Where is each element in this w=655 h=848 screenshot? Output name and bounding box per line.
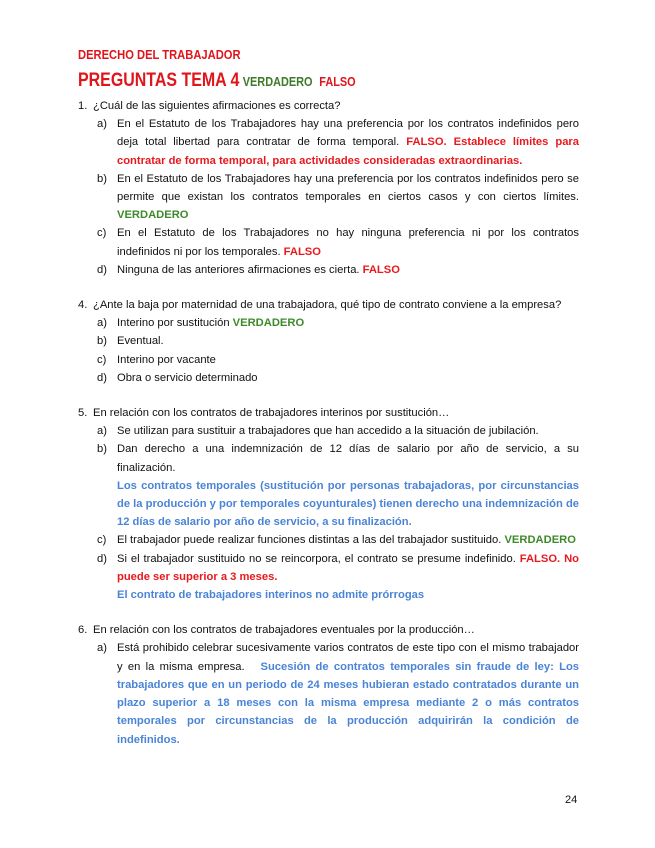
legend-false: FALSO [319,74,356,89]
option-5c: c) El trabajador puede realizar funciones distintas a las del trabajador sustituido. VERDADERO [97,534,576,547]
title-text: PREGUNTAS TEMA 4 [78,70,240,91]
option-5d: d) Si el trabajador sustituido no se reincorpora, el contrato se presume indefinido. FALSO. No puede ser superior a 3 meses. [97,552,579,583]
page-title [78,70,356,92]
verdict-false: FALSO. No puede ser superior a 3 meses. [117,552,579,583]
option-6a: a) Está prohibido celebrar sucesivamente varios contratos de este tipo con el mismo trabajador y en la misma empresa. Sucesión de contratos temporales sin fraude de ley: Los trabajadores que en un periodo de 24 meses hubieran estado contratados durante un plazo superior a 18 meses con la misma empresa mediante 2 o más contratos temporales por circunstancias de la producción adquirirán la condición de indefinidos. [97,642,579,746]
option-1a: a) En el Estatuto de los Trabajadores hay una preferencia por los contratos indefinidos pero deja total libertad para contratar de forma temporal. FALSO. Establece límites para contratar de forma temporal, para actividades consideradas extraordinarias. [97,118,579,167]
subject-heading: DERECHO DEL TRABAJADOR [78,47,241,62]
option-1c: c) En el Estatuto de los Trabajadores no hay ninguna preferencia ni por los contratos indefinidos ni por los temporales. FALSO [97,227,579,258]
verdict-false: FALSO [362,263,400,276]
explanation-note: El contrato de trabajadores interinos no admite prórrogas [117,589,425,602]
verdict-false: FALSO. Establece límites para contratar de forma temporal, para actividades consideradas extraordinarias. [117,136,579,167]
explanation-note: Los contratos temporales (sustitución por personas trabajadoras, por circunstancias de la producción y por temporales coyunturales) tienen derecho una indemnización de 12 días de salario por año de servicio, a su finalización. [117,479,579,529]
option-4a: a) Interino por sustitución VERDADERO [97,317,305,330]
verdict-true: VERDADERO [117,209,189,222]
question-1: 1. ¿Cuál de las siguientes afirmaciones es correcta? [78,100,341,112]
option-5a: a) Se utilizan para sustituir a trabajadores que han accedido a la situación de jubilación. [97,425,539,438]
option-5b: b) Dan derecho a una indemnización de 12 días de salario por año de servicio, a su finalización. [97,443,579,474]
option-4c: c) Interino por vacante [97,353,216,366]
option-4b: b) Eventual. [97,335,164,348]
question-5: 5. En relación con los contratos de trabajadores interinos por sustitución… [78,407,450,420]
option-1d: d) Ninguna de las anteriores afirmaciones es cierta. FALSO [97,263,400,276]
question-6: 6. En relación con los contratos de trabajadores eventuales por la producción… [78,624,475,637]
explanation-note: Sucesión de contratos temporales sin fraude de ley: Los trabajadores que en un periodo de 24 meses hubieran estado contratados durante un plazo superior a 18 meses con la misma empresa mediante 2 o más contratos temporales por circunstancias de la producción adquirirán la condición de indefinidos. [117,660,579,746]
questions-body [78,97,579,749]
verdict-true: VERDADERO [232,317,305,330]
verdict-false: FALSO [283,245,321,258]
option-1b: b) En el Estatuto de los Trabajadores hay una preferencia por los contratos indefinidos pero se permite que existan los contratos temporales en ciertos casos y con ciertos límites. VERDADERO [97,172,579,222]
legend-true: VERDADERO [242,74,313,89]
question-4: 4. ¿Ante la baja por maternidad de una trabajadora, qué tipo de contrato conviene a la empresa? [78,299,562,312]
verdict-true: VERDADERO [504,534,576,547]
option-4d: d) Obra o servicio determinado [97,371,258,384]
page-number: 24 [565,794,578,806]
